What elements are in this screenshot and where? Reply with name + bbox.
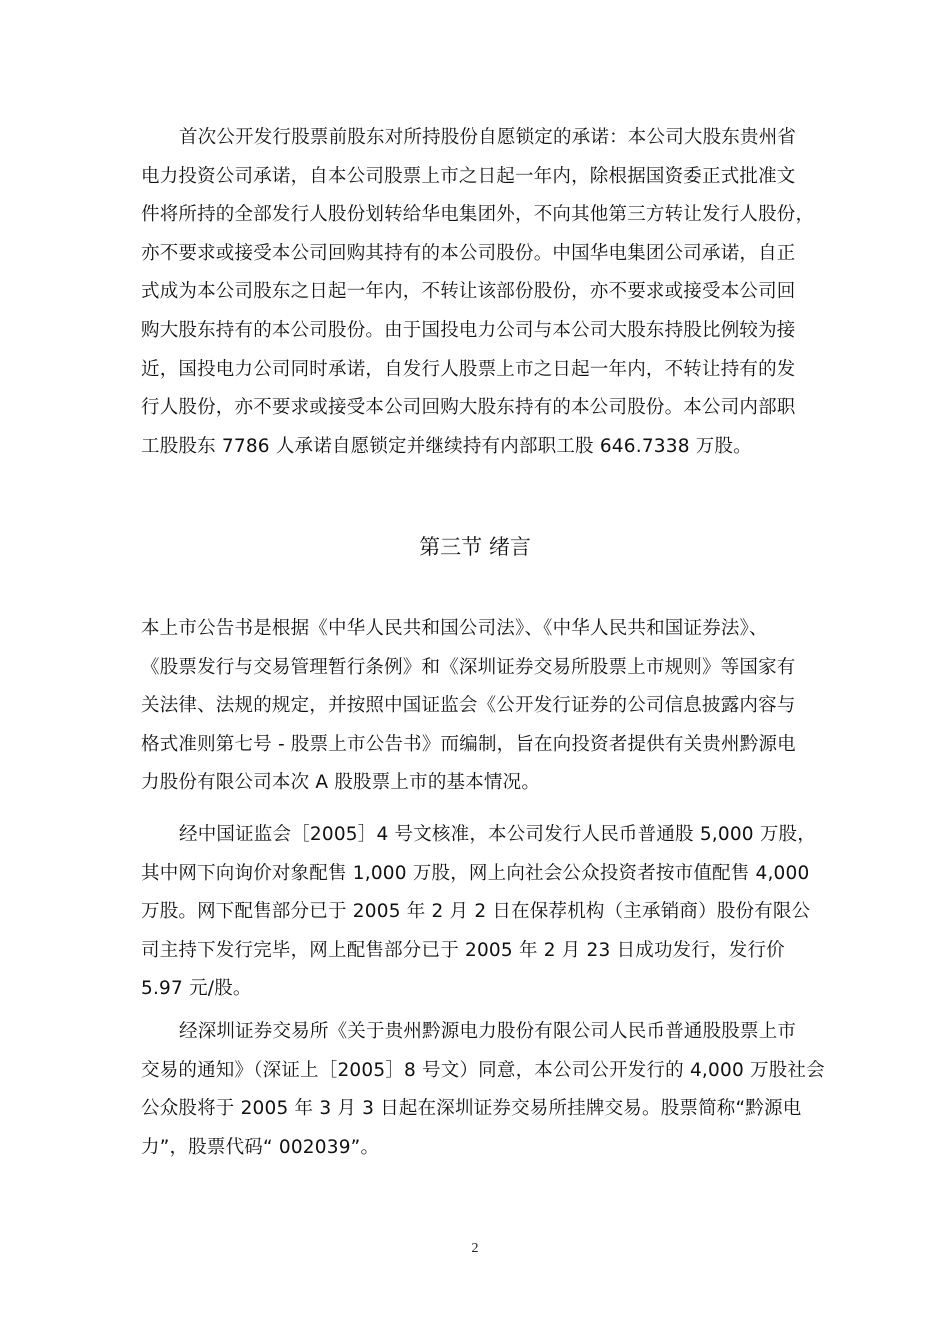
section-heading: 第三节 绪言 <box>419 535 531 559</box>
text-line: 经深圳证券交易所《关于贵州黔源电力股份有限公司人民币普通股股票上市 <box>179 1021 797 1042</box>
text-line: 经中国证监会［2005］4 号文核准，本公司发行人民币普通股 5,000 万股， <box>179 824 816 845</box>
paragraph-legal-basis <box>141 610 821 803</box>
text-line: 5.97 元/股。 <box>141 978 252 1000</box>
text-line: 司主持下发行完毕，网上配售部分已于 2005 年 2 月 23 日成功发行，发行价 <box>141 939 785 961</box>
paragraph-issuance-approval <box>141 816 821 1009</box>
page-number: 2 <box>471 1241 479 1256</box>
text-line: 交易的通知》（深证上［2005］8 号文）同意，本公司公开发行的 4,000 万股社会 <box>141 1059 825 1081</box>
text-line: 首次公开发行股票前股东对所持股份自愿锁定的承诺：本公司大股东贵州省 <box>179 127 797 148</box>
text-line: 电力投资公司承诺，自本公司股票上市之日起一年内，除根据国资委正式批准文 <box>141 165 796 187</box>
text-line: 本上市公告书是根据《中华人民共和国公司法》、《中华人民共和国证券法》、 <box>141 618 768 639</box>
text-line: 格式准则第七号 - 股票上市公告书》而编制，旨在向投资者提供有关贵州黔源电 <box>141 733 796 755</box>
paragraph-listing-approval <box>141 1013 825 1167</box>
text-line: 力股份有限公司本次 A 股股票上市的基本情况。 <box>141 772 541 794</box>
text-line: 关法律、法规的规定，并按照中国证监会《公开发行证券的公司信息披露内容与 <box>141 695 796 717</box>
text-line: 近，国投电力公司同时承诺，自发行人股票上市之日起一年内，不转让持有的发 <box>141 358 796 380</box>
text-line: 公众股将于 2005 年 3 月 3 日起在深圳证券交易所挂牌交易。股票简称“黔源电 <box>141 1098 802 1120</box>
text-line: 亦不要求或接受本公司回购其持有的本公司股份。中国华电集团公司承诺，自正 <box>141 242 796 264</box>
text-line: 《股票发行与交易管理暂行条例》和《深圳证券交易所股票上市规则》等国家有 <box>141 656 796 678</box>
text-line: 力”，股票代码“ 002039”。 <box>141 1136 380 1158</box>
text-line: 件将所持的全部发行人股份划转给华电集团外，不向其他第三方转让发行人股份， <box>141 204 815 226</box>
text-line: 万股。网下配售部分已于 2005 年 2 月 2 日在保荐机构（主承销商）股份有限公 <box>141 901 811 923</box>
paragraph-share-lockup-commitment <box>141 119 821 466</box>
text-line: 工股股东 7786 人承诺自愿锁定并继续持有内部职工股 646.7338 万股。 <box>141 435 752 457</box>
text-line: 购大股东持有的本公司股份。由于国投电力公司与本公司大股东持股比例较为接 <box>141 319 796 341</box>
text-line: 行人股份，亦不要求或接受本公司回购大股东持有的本公司股份。本公司内部职 <box>141 397 796 419</box>
text-line: 式成为本公司股东之日起一年内，不转让该部份股份，亦不要求或接受本公司回 <box>141 281 796 303</box>
text-line: 其中网下向询价对象配售 1,000 万股，网上向社会公众投资者按市值配售 4,000 <box>141 862 810 884</box>
